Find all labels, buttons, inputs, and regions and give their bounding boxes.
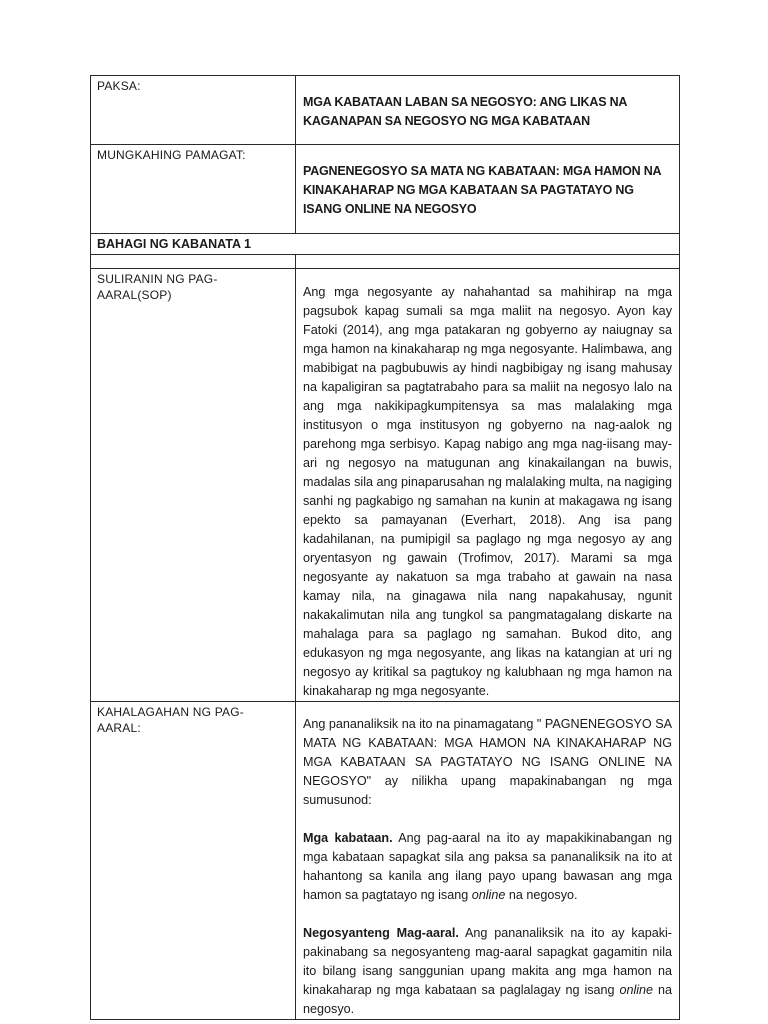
section-heading: BAHAGI NG KABANATA 1 xyxy=(97,237,251,251)
spacer-row xyxy=(91,255,680,269)
pamagat-row xyxy=(91,145,680,234)
item-em-negosyante: online xyxy=(619,983,654,997)
pamagat-label: MUNGKAHING PAMAGAT: xyxy=(97,148,246,162)
item-term-kabataan: Mga kabataan. xyxy=(303,831,393,845)
item-em-kabataan: online xyxy=(471,888,506,902)
kahalagahan-intro: Ang pananaliksik na ito na pinamagatang " PAGNENEGOSYO SA MATA NG KABATAAN: MGA HAMON NA KINAKAHARAP NG MGA KABATAAN SA PAGTATAYO NG ISANG ONLINE NA NEGOSYO" ay nilikha upang mapakinabangan ng mga sumusunod: xyxy=(303,717,672,807)
kahalagahan-item-kabataan xyxy=(303,829,672,905)
sop-label: SULIRANIN NG PAG-AARAL(SOP) xyxy=(97,272,218,302)
paksa-value: MGA KABATAAN LABAN SA NEGOSYO: ANG LIKAS NA KAGANAPAN SA NEGOSYO NG MGA KABATAAN xyxy=(303,95,627,128)
item-text-negosyante-b: na negosyo. xyxy=(303,983,672,1016)
kahalagahan-item-negosyante xyxy=(303,924,672,1019)
item-text-kabataan-a: Ang pag-aaral na ito ay mapakikinabangan ng mga kabataan sapagkat sila ang paksa sa pananaliksik na ito at hahantong sa kanila ang ilang payo upang bawasan ang mga hamon sa pagtatayo ng isang xyxy=(303,831,672,902)
research-outline-table xyxy=(90,75,680,1020)
pamagat-value: PAGNENEGOSYO SA MATA NG KABATAAN: MGA HAMON NA KINAKAHARAP NG MGA KABATAAN SA PAGTATAYO NG ISANG ONLINE NA NEGOSYO xyxy=(303,164,661,216)
item-text-negosyante-a: Ang pananaliksik na ito ay kapaki-pakinabang sa negosyanteng mag-aaral sapagkat gagamitin nila ito bilang isang sanggunian upang makita ang mga hamon na kinakaharap ng mga kabataan sa paglalagay ng isang xyxy=(303,926,672,997)
kahalagahan-row xyxy=(91,702,680,1020)
kahalagahan-label: KAHALAGAHAN NG PAG-AARAL: xyxy=(97,705,244,735)
section-heading-row xyxy=(91,234,680,255)
kahalagahan-body xyxy=(296,702,679,1019)
sop-row xyxy=(91,269,680,702)
item-text-kabataan-b: na negosyo. xyxy=(505,888,578,902)
item-term-negosyante: Negosyanteng Mag-aaral. xyxy=(303,926,459,940)
paksa-row xyxy=(91,76,680,145)
sop-body: Ang mga negosyante ay nahahantad sa mahihirap na mga pagsubok kapag sumali sa mga maliit na negosyo. Ayon kay Fatoki (2014), ang mga patakaran ng gobyerno ay naiugnay sa mga hamon na kinakaharap ng mga negosyante. Halimbawa, ang mabibigat na pagbubuwis ay hindi nagbibigay ng isang mahusay na kapaligiran sa pagtatrabaho para sa maliit na negosyo lalo na ang mga nakikipagkumpitensya sa mas malalaking mga institusyon o mga institusyon ng gobyerno na nag-aalok ng parehong mga serbisyo. Kapag nabigo ang mga nag-iisang may-ari ng negosyo na matugunan ang kinakailangan na buwis, madalas sila ang pinaparusahan ng malalaking multa, na nagiging sanhi ng pagkabigo ng samahan na kunin at makagawa ng isang epekto sa pamayanan (Everhart, 2018). Ang isa pang kadahilanan, na pumipigil sa paglago ng mga negosyo ay ang oryentasyon ng gawain (Trofimov, 2017). Marami sa mga negosyante ay nakatuon sa mga trabaho at gawain na nasa kamay nila, na ginagawa nila nang napakahusay, ngunit nakakalimutan nila ang tungkol sa pangmatagalang diskarte na mahalaga para sa paglago ng samahan. Bukod dito, ang edukasyon ng mga negosyante, ang likas na katangian at uri ng negosyo ay kritikal sa pagtukoy ng kalubhaan ng mga hamon na kinakaharap ng mga negosyante. xyxy=(303,285,672,698)
paksa-label: PAKSA: xyxy=(97,79,141,93)
